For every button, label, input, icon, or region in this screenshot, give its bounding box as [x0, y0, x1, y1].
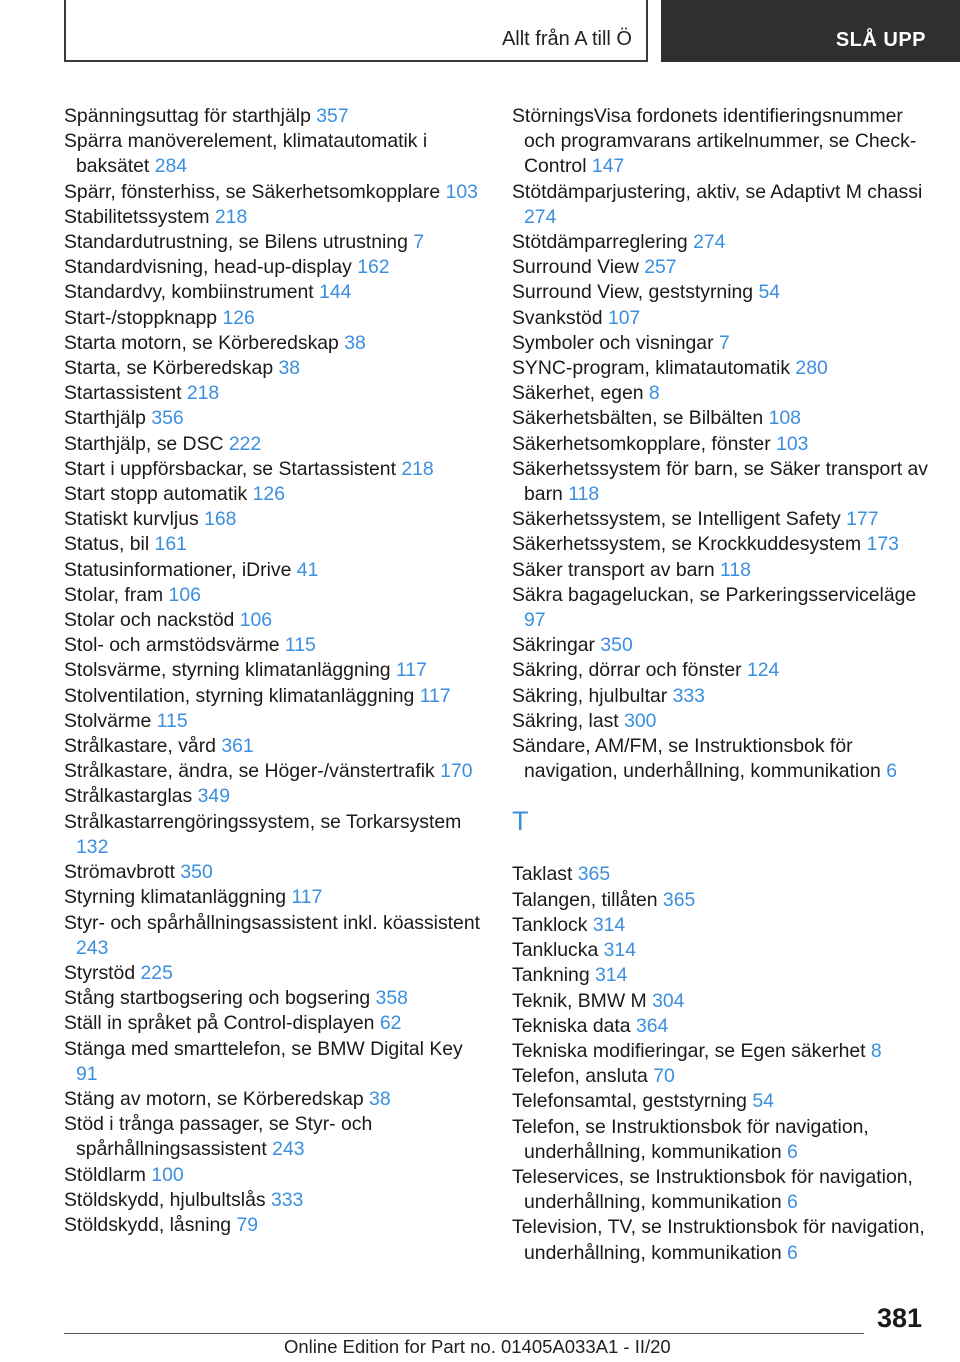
index-entry-text: Surround View [512, 256, 645, 279]
index-entry-text: SYNC-program, klimatautomatik [512, 357, 796, 380]
index-page-link[interactable]: 6 [787, 1140, 798, 1163]
index-entry-text: Stötdämparjustering, aktiv, se Adaptivt M chassi [512, 180, 923, 203]
index-entry [512, 180, 932, 230]
index-entry-text: Standardvy, kombiinstrument [64, 281, 320, 304]
index-entry [512, 558, 932, 583]
index-entry [512, 432, 932, 457]
index-page-link[interactable]: 161 [154, 533, 187, 556]
index-entry [64, 734, 484, 759]
index-entry [64, 129, 484, 179]
index-entry-text: Stolventilation, styrning klimatanläggning [64, 684, 420, 707]
index-entry [64, 1037, 484, 1087]
index-page-link[interactable]: 118 [720, 558, 751, 581]
index-entry [512, 1215, 932, 1265]
index-entry [64, 810, 484, 860]
index-page-link[interactable]: 364 [635, 1014, 669, 1037]
index-page-link[interactable]: 100 [151, 1163, 184, 1186]
index-entry [512, 1115, 932, 1165]
index-entry-text: Tekniska data [512, 1014, 636, 1037]
index-entry [512, 989, 932, 1014]
index-entry-text: Sändare, AM/FM, se Instruktionsbok för navigation, underhållning, kommunikation [512, 735, 887, 783]
footer-edition: Online Edition for Part no. 01405A033A1 - II/20 [284, 1336, 671, 1357]
index-entry [64, 381, 484, 406]
index-entry-text: Styr- och spårhållningsassistent inkl. köassistent [64, 911, 481, 934]
index-entry-text: Spärr, fönsterhiss, se Säkerhetsomkopplare [64, 180, 446, 203]
index-page-link[interactable]: 118 [568, 483, 600, 506]
index-entry-text: Stänga med smarttelefon, se BMW Digital Key [64, 1037, 463, 1060]
index-section-s [512, 104, 932, 784]
index-page-link[interactable]: 243 [272, 1138, 305, 1161]
index-entry [512, 406, 932, 431]
index-entry [64, 1112, 484, 1162]
index-entry-text: Teknik, BMW M [512, 989, 653, 1012]
index-column-left [64, 104, 484, 1238]
index-page-link[interactable]: 350 [180, 861, 213, 884]
index-page-link[interactable]: 103 [776, 432, 809, 455]
index-entry [512, 1064, 932, 1089]
index-page-link[interactable]: 314 [595, 964, 628, 987]
index-entry [512, 658, 932, 683]
index-entry-text: Tanklucka [512, 939, 604, 962]
index-entry-text: Stolar, fram [64, 583, 169, 606]
index-entry [512, 1089, 932, 1114]
index-entry-text: Säkerhetsomkopplare, fönster [512, 432, 777, 455]
index-entry-text: Stöldlarm [64, 1163, 152, 1186]
index-entry-text: Statusinformationer, iDrive [64, 558, 297, 581]
index-entry [512, 331, 932, 356]
index-entry-text: Säkra bagageluckan, se Parkeringsserviceläge [512, 583, 917, 606]
index-entry-text: Tanklock [512, 913, 593, 936]
index-page-link[interactable]: 284 [154, 155, 188, 178]
index-entry [512, 1165, 932, 1215]
index-entry [512, 684, 932, 709]
index-page-link[interactable]: 38 [369, 1087, 391, 1110]
index-entry [512, 1014, 932, 1039]
index-entry-text: Start stopp automatik [64, 483, 253, 506]
index-page-link[interactable]: 225 [140, 961, 173, 984]
index-entry-text: Spärra manöverelement, klimatautomatik i baksätet [64, 130, 428, 178]
index-entry [64, 482, 484, 507]
index-entry [64, 406, 484, 431]
index-entry-text: Starta motorn, se Körberedskap [64, 331, 345, 354]
index-page-link[interactable]: 358 [375, 987, 408, 1010]
index-entry-text: Säker transport av barn [512, 558, 721, 581]
index-page-link[interactable]: 54 [758, 281, 781, 304]
index-entry [64, 885, 484, 910]
index-entry-text: Strömavbrott [64, 861, 181, 884]
index-entry [512, 709, 932, 734]
index-entry-text: Telefon, se Instruktionsbok för navigation, underhållning, kommunikation [512, 1115, 869, 1163]
index-page-link[interactable]: 218 [401, 457, 434, 480]
index-entry [64, 1163, 484, 1188]
index-entry-text: Stöldskydd, hjulbultslås [64, 1188, 271, 1211]
index-entry-text: Startassistent [64, 382, 187, 405]
index-page-link[interactable]: 257 [644, 256, 677, 279]
index-page-link[interactable]: 54 [752, 1090, 774, 1113]
index-page-link[interactable]: 117 [291, 886, 323, 909]
index-page-link[interactable]: 8 [870, 1039, 882, 1062]
index-entry [64, 1213, 484, 1238]
page-number: 381 [876, 1303, 922, 1333]
index-entry-text: Säkerhetssystem, se Krockkuddesystem [512, 533, 867, 556]
index-entry-text: Television, TV, se Instruktionsbok för navigation, underhållning, kommunikation [512, 1216, 925, 1264]
index-page-link[interactable]: 314 [592, 913, 626, 936]
index-entry-text: Stol- och armstödsvärme [64, 634, 285, 657]
index-entry [512, 938, 932, 963]
index-entry [64, 255, 484, 280]
index-entry [64, 457, 484, 482]
index-page-link[interactable]: 115 [284, 634, 316, 657]
index-page-link[interactable]: 222 [228, 432, 262, 455]
index-entry [64, 104, 484, 129]
index-entry [512, 306, 932, 331]
index-page-link[interactable]: 70 [653, 1065, 675, 1088]
lookup-button[interactable]: SLÅ UPP [835, 29, 926, 51]
index-page-link[interactable]: 41 [296, 558, 319, 581]
index-entry [512, 104, 932, 180]
index-entry [512, 633, 932, 658]
index-page-link[interactable]: 79 [236, 1213, 259, 1236]
index-page-link[interactable]: 126 [252, 483, 285, 506]
index-entry [64, 608, 484, 633]
index-entry-text: Stolar och nackstöd [64, 609, 240, 632]
index-entry [64, 558, 484, 583]
index-page-link[interactable]: 144 [319, 281, 352, 304]
index-entry [64, 230, 484, 255]
index-entry-text: Talangen, tillåten [512, 888, 663, 911]
index-page-link[interactable]: 38 [278, 357, 301, 380]
index-entry [64, 1087, 484, 1112]
index-page-link[interactable]: 173 [866, 533, 899, 556]
index-entry [64, 356, 484, 381]
index-entry [64, 180, 484, 205]
index-entry [64, 633, 484, 658]
index-entry-text: Telefon, ansluta [512, 1065, 654, 1088]
index-page-link[interactable]: 115 [156, 709, 188, 732]
index-entry-text: Statiskt kurvljus [64, 508, 205, 531]
index-entry [64, 583, 484, 608]
index-page-link[interactable]: 124 [746, 659, 780, 682]
index-page-link[interactable]: 6 [787, 1191, 798, 1214]
index-page-link[interactable]: 62 [379, 1012, 402, 1035]
index-entry-text: Säkring, last [512, 709, 625, 732]
index-entry-text: Tekniska modifieringar, se Egen säkerhet [512, 1039, 871, 1062]
index-entry [512, 230, 932, 255]
index-entry [512, 255, 932, 280]
index-entry-text: Teleservices, se Instruktionsbok för navigation, underhållning, kommunikation [512, 1165, 913, 1214]
index-entry-text: Säkerhet, egen [512, 382, 649, 405]
index-column-right [512, 104, 932, 1266]
index-page-link[interactable]: 280 [795, 357, 828, 380]
index-page-link[interactable]: 6 [787, 1241, 798, 1264]
index-section-t [512, 862, 932, 1265]
index-entry [512, 280, 932, 305]
index-page-link[interactable]: 97 [524, 609, 546, 632]
index-entry-text: Starta, se Körberedskap [64, 357, 279, 380]
index-entry [64, 280, 484, 305]
index-page-link[interactable]: 91 [76, 1062, 98, 1085]
index-entry [512, 1039, 932, 1064]
index-entry-text: Starthjälp, se DSC [64, 432, 229, 455]
index-entry [512, 356, 932, 381]
index-entry-text: Stabilitetssystem [64, 205, 215, 228]
index-page-link[interactable]: 162 [357, 256, 390, 279]
index-entry-text: Starthjälp [64, 407, 152, 430]
index-entry [64, 961, 484, 986]
index-page-link[interactable]: 333 [672, 684, 705, 707]
index-page-link[interactable]: 132 [76, 835, 109, 858]
index-entry-text: Tankning [512, 964, 596, 987]
index-entry [64, 784, 484, 809]
index-entry [64, 205, 484, 230]
index-page-link[interactable]: 170 [440, 760, 473, 783]
index-page-link[interactable]: 117 [395, 659, 427, 682]
index-entry [64, 532, 484, 557]
index-page-link[interactable]: 356 [151, 407, 184, 430]
index-page-link[interactable]: 168 [204, 508, 237, 531]
index-page-link[interactable]: 38 [344, 331, 366, 354]
header-tab-index[interactable] [64, 0, 648, 62]
index-page-link[interactable]: 304 [652, 989, 685, 1012]
index-page-link[interactable]: 106 [168, 583, 201, 606]
index-entry [64, 1188, 484, 1213]
index-entry-text: Symboler och visningar [512, 331, 719, 354]
index-entry [64, 658, 484, 683]
index-entry-text: Svankstöd [512, 306, 608, 329]
index-entry-text: Strålkastare, ändra, se Höger-/vänstertrafik [64, 760, 441, 783]
index-page-link[interactable]: 361 [221, 735, 254, 758]
index-entry-text: Strålkastare, vård [64, 735, 222, 758]
index-page-link[interactable]: 8 [648, 382, 660, 405]
index-entry [512, 507, 932, 532]
section-letter: T [512, 806, 529, 837]
index-page-link[interactable]: 357 [316, 105, 349, 127]
index-page-link[interactable]: 7 [718, 331, 730, 354]
index-entry [64, 860, 484, 885]
footer-divider [64, 1333, 864, 1334]
index-entry-text: Stolsvärme, styrning klimatanläggning [64, 659, 396, 682]
index-entry [64, 684, 484, 709]
index-entry [512, 913, 932, 938]
index-entry [512, 532, 932, 557]
index-entry-text: Stång startbogsering och bogsering [64, 987, 376, 1010]
index-entry [512, 888, 932, 913]
index-page-link[interactable]: 365 [577, 863, 611, 886]
index-entry-text: Säkring, hjulbultar [512, 684, 673, 707]
index-entry-text: Start-/stoppknapp [64, 306, 223, 329]
index-entry-text: Stäng av motorn, se Körberedskap [64, 1087, 370, 1110]
index-entry [64, 911, 484, 961]
index-entry [64, 759, 484, 784]
index-page-link[interactable]: 350 [600, 634, 633, 657]
index-entry-text: Strålkastarglas [64, 785, 198, 808]
index-entry-text: Stolvärme [64, 709, 157, 732]
index-entry-text: Ställ in språket på Control-displayen [64, 1012, 380, 1035]
index-entry-text: Styrstöd [64, 961, 141, 984]
index-entry-text: Start i uppförsbackar, se Startassistent [64, 457, 402, 480]
index-page-link[interactable]: 107 [607, 306, 641, 329]
index-entry [64, 432, 484, 457]
index-entry-text: Stötdämparreglering [512, 231, 694, 254]
index-entry [64, 709, 484, 734]
index-entry-text: Standardutrustning, se Bilens utrustning [64, 231, 414, 254]
index-page-link[interactable]: 218 [186, 382, 220, 405]
index-entry-text: Spänningsuttag för starthjälp [64, 105, 317, 127]
index-page-link[interactable]: 349 [197, 785, 230, 808]
index-entry-text: Strålkastarrengöringssystem, se Torkarsystem [64, 810, 462, 833]
index-entry-text: StörningsVisa fordonets identifieringsnummer och programvarans artikelnummer, se Check-Control [512, 105, 917, 178]
index-page-link[interactable]: 103 [445, 180, 478, 203]
index-page-link[interactable]: 218 [214, 205, 248, 228]
index-entry [512, 862, 932, 887]
index-page-link[interactable]: 274 [524, 205, 557, 228]
index-entry-text: Surround View, geststyrning [512, 281, 759, 304]
index-entry-text: Taklast [512, 863, 578, 886]
index-page-link[interactable]: 147 [591, 155, 625, 178]
index-entry [512, 963, 932, 988]
index-entry-text: Säkerhetssystem, se Intelligent Safety [512, 508, 847, 531]
index-page-link[interactable]: 177 [846, 508, 879, 531]
index-entry [64, 331, 484, 356]
index-entry-text: Säkerhetssystem för barn, se Säker transport av barn [512, 457, 928, 506]
index-page-link[interactable]: 6 [886, 760, 897, 783]
index-entry [64, 507, 484, 532]
index-entry-text: Standardvisning, head-up-display [64, 256, 358, 279]
header-action-bar [661, 0, 960, 62]
index-page-link[interactable]: 106 [239, 609, 273, 632]
index-entry [512, 381, 932, 406]
index-page-link[interactable]: 117 [419, 684, 451, 707]
index-page-link[interactable]: 126 [222, 306, 255, 329]
index-page-link[interactable]: 365 [662, 888, 696, 911]
index-entry [64, 306, 484, 331]
index-page-link[interactable]: 333 [270, 1188, 304, 1211]
index-page-link[interactable]: 7 [413, 231, 425, 254]
index-page-link[interactable]: 274 [693, 231, 726, 254]
index-entry-text: Stöldskydd, låsning [64, 1213, 237, 1236]
index-entry [512, 583, 932, 633]
index-entry [64, 986, 484, 1011]
index-entry-text: Säkringar [512, 634, 601, 657]
index-page-link[interactable]: 314 [603, 939, 636, 962]
index-entry-text: Stöd i trånga passager, se Styr- och spårhållningsassistent [64, 1113, 373, 1161]
index-entry-text: Säkerhetsbälten, se Bilbälten [512, 407, 769, 430]
header-title: Allt från A till Ö [501, 28, 632, 50]
index-page-link[interactable]: 108 [768, 407, 801, 430]
index-entry-text: Säkring, dörrar och fönster [512, 659, 747, 682]
index-page-link[interactable]: 243 [76, 936, 109, 959]
index-entry [512, 457, 932, 507]
index-entry-text: Styrning klimatanläggning [64, 886, 292, 909]
index-entry [64, 1011, 484, 1036]
index-entry-text: Status, bil [64, 533, 155, 556]
index-page-link[interactable]: 300 [624, 709, 657, 732]
index-entry [512, 734, 932, 784]
index-entry-text: Telefonsamtal, geststyrning [512, 1090, 753, 1113]
